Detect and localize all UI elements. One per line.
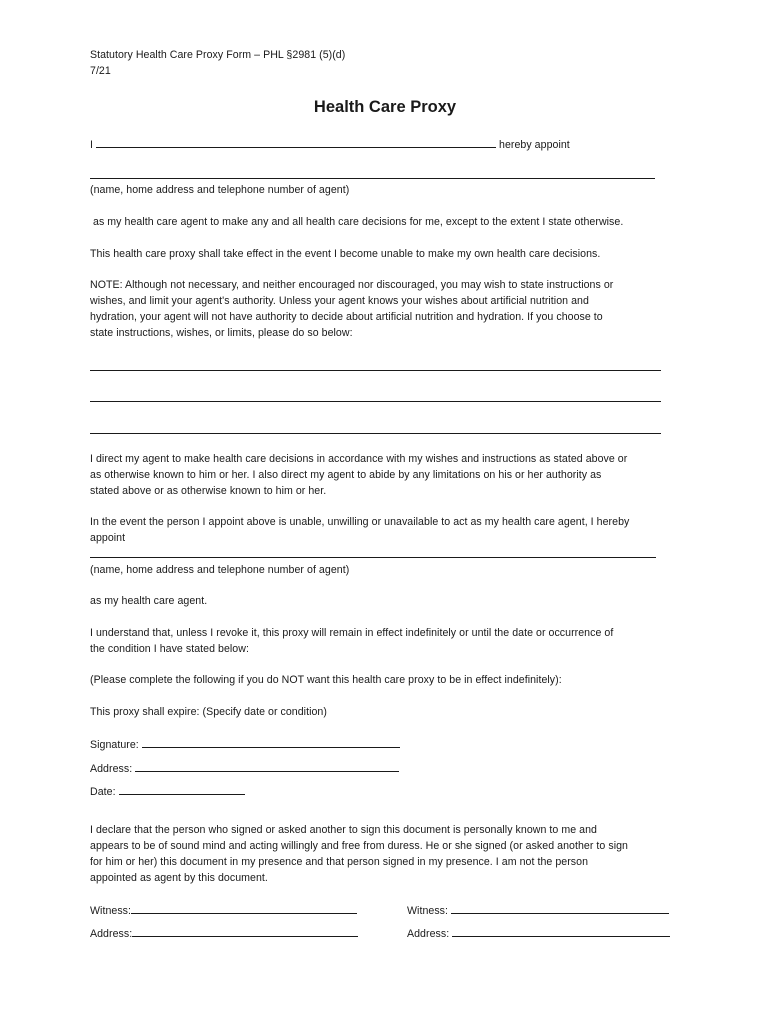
declaration-line-4: appointed as agent by this document. — [90, 872, 268, 884]
witness-1-row — [90, 903, 357, 918]
witness-2-address-row — [407, 926, 670, 941]
address-field[interactable] — [135, 761, 399, 772]
page-title: Health Care Proxy — [313, 98, 457, 116]
witness-2-label: Witness: — [407, 905, 449, 917]
address-label: Address: — [90, 763, 133, 775]
appoint-prefix: I — [90, 139, 93, 151]
signature-field[interactable] — [142, 737, 400, 748]
alternate-agent-caption: (name, home address and telephone number of agent) — [90, 564, 350, 576]
date-label: Date: — [90, 786, 116, 798]
note-line-4: state instructions, wishes, or limits, please do so below: — [90, 327, 353, 339]
appoint-suffix: hereby appoint — [499, 139, 570, 151]
witness-1-address-field[interactable] — [132, 926, 358, 937]
witness-1-address-label: Address: — [90, 928, 133, 940]
witness-2-field[interactable] — [451, 903, 669, 914]
effect-statement: This health care proxy shall take effect in the event I become unable to make my own health care decisions. — [90, 248, 601, 260]
note-line-2: wishes, and limit your agent's authority. Unless your agent knows your wishes about artificial nutrition and — [90, 295, 589, 307]
agent-name-field[interactable] — [90, 178, 655, 179]
appoint-line — [90, 137, 570, 152]
instructions-field-1[interactable] — [90, 370, 661, 371]
revoke-line-2: the condition I have stated below: — [90, 643, 249, 655]
witness-1-label: Witness: — [90, 905, 132, 917]
address-row — [90, 761, 399, 776]
witness-1-field[interactable] — [131, 903, 357, 914]
signature-row — [90, 737, 400, 752]
complete-note: (Please complete the following if you do NOT want this health care proxy to be in effect indefinitely): — [90, 674, 562, 686]
instructions-field-2[interactable] — [90, 401, 661, 402]
date-field[interactable] — [119, 784, 245, 795]
form-revision-date: 7/21 — [90, 65, 111, 77]
declaration-line-2: appears to be of sound mind and acting willingly and free from duress. He or she signed (or asked another to sign — [90, 840, 628, 852]
agent-clause: as my health care agent to make any and all health care decisions for me, except to the extent I state otherwise. — [93, 216, 624, 228]
witness-2-address-label: Address: — [407, 928, 450, 940]
expire-statement: This proxy shall expire: (Specify date or condition) — [90, 706, 327, 718]
direct-line-3: stated above or as otherwise known to him or her. — [90, 485, 327, 497]
alternate-line-2: appoint — [90, 532, 126, 544]
signature-label: Signature: — [90, 739, 139, 751]
date-row — [90, 784, 245, 799]
witness-2-row — [407, 903, 669, 918]
witness-2-address-field[interactable] — [452, 926, 670, 937]
direct-line-1: I direct my agent to make health care decisions in accordance with my wishes and instructions as stated above or — [90, 453, 628, 465]
principal-name-field[interactable] — [96, 137, 496, 148]
form-citation: Statutory Health Care Proxy Form – PHL §2981 (5)(d) — [90, 49, 346, 61]
declaration-line-3: for him or her) this document in my presence and that person signed in my presence. I am not the person — [90, 856, 589, 868]
alternate-line-1: In the event the person I appoint above is unable, unwilling or unavailable to act as my health care agent, I hereby — [90, 516, 630, 528]
witness-1-address-row — [90, 926, 358, 941]
note-line-3: hydration, your agent will not have authority to decide about artificial nutrition and hydration. If you choose to — [90, 311, 603, 323]
revoke-line-1: I understand that, unless I revoke it, this proxy will remain in effect indefinitely or until the date or occurrence of — [90, 627, 614, 639]
note-line-1: NOTE: Although not necessary, and neither encouraged nor discouraged, you may wish to state instructions or — [90, 279, 614, 291]
instructions-field-3[interactable] — [90, 433, 661, 434]
agent-caption: (name, home address and telephone number of agent) — [90, 184, 350, 196]
declaration-line-1: I declare that the person who signed or asked another to sign this document is personally known to me and — [90, 824, 597, 836]
direct-line-2: as otherwise known to him or her. I also direct my agent to abide by any limitations on his or her authority as — [90, 469, 602, 481]
alternate-agent-clause: as my health care agent. — [90, 595, 208, 607]
alternate-agent-field[interactable] — [90, 557, 656, 558]
